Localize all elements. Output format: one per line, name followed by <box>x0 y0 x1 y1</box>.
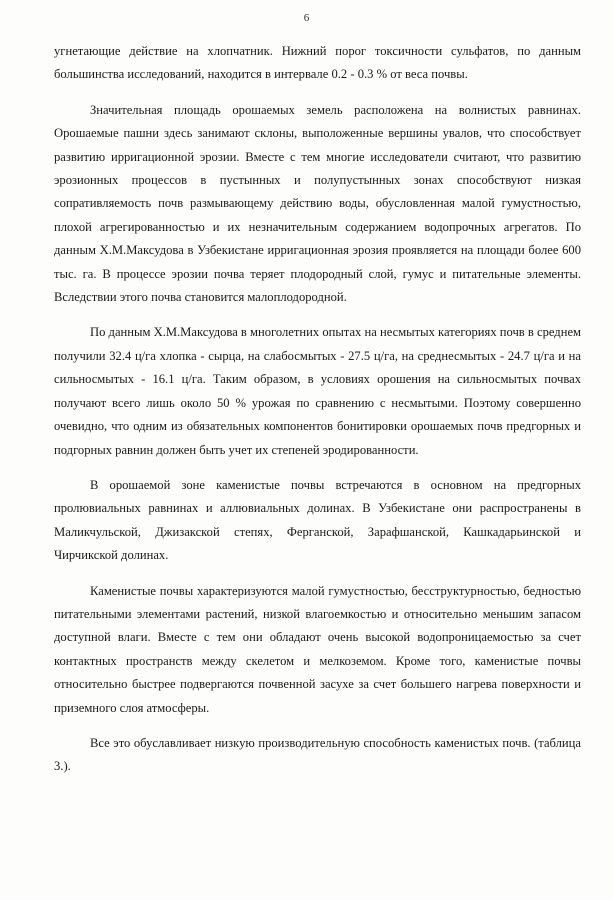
paragraph-5: Каменистые почвы характеризуются малой гумустностью, бесструктурностью, бедностью питательными элементами растений, низкой влагоемкостью и относительно меньшим запасом доступной влаги. Вместе с тем они обладают очень высокой водопроницаемостью за счет контактных пространств между скелетом и мелкоземом. Кроме того, каменистые почвы относительно быстрее подвергаются почвенной засухе за счет большего нагрева поверхности и приземного слоя атмосферы. <box>54 583 581 715</box>
paragraph-4: В орошаемой зоне каменистые почвы встречаются в основном на предгорных пролювиальных равнинах и аллювиальных долинах. В Узбекистане они распространены в Маликчульской, Джизакской степях, Ферганской, Зарафшанской, Кашкадарьинской и Чирчикской долинах. <box>54 477 581 563</box>
body-text <box>54 40 581 779</box>
paragraph-6: Все это обуславливает низкую производительную способность каменистых почв. (таблица 3.). <box>54 735 581 774</box>
paragraph-1: угнетающие действие на хлопчатник. Нижний порог токсичности сульфатов, по данным большинства исследований, находится в интервале 0.2 - 0.3 % от веса почвы. <box>54 44 581 82</box>
paragraph-3: По данным Х.М.Максудова в многолетних опытах на несмытых категориях почв в среднем получили 32.4 ц/га хлопка - сырца, на слабосмытых - 27.5 ц/га, на среднесмытых - 24.7 ц/га и на сильносмытых - 16.1 ц/га. Таким образом, в условиях орошения на сильносмытых почвах получают всего лишь около 50 % урожая по сравнению с несмытыми. Поэтому совершенно очевидно, что одним из обязательных компонентов бонитировки орошаемых почв предгорных и подгорных равнин должен быть учет их степеней эродированности. <box>54 325 582 457</box>
paragraph-2: Значительная площадь орошаемых земель расположена на волнистых равнинах. Орошаемые пашни здесь занимают склоны, выположенные вершины увалов, что способствует развитию ирригационной эрозии. Вместе с тем многие исследователи считают, что развитию эрозионных процессов в пустынных и полупустынных зонах способствуют низкая сопративляемость почв размывающему действию воды, обусловленная малой гумустностью, плохой агрегированностью и их незначительным содержанием водопрочных агрегатов. По данным Х.М.Максудова в Узбекистане ирригационная эрозия проявляется на площади более 600 тыс. га. В процессе эрозии почва теряет плодородный слой, гумус и питательные элементы. Вследствии этого почва становится малоплодородной. <box>54 102 581 305</box>
page-number: 6 <box>303 12 310 24</box>
